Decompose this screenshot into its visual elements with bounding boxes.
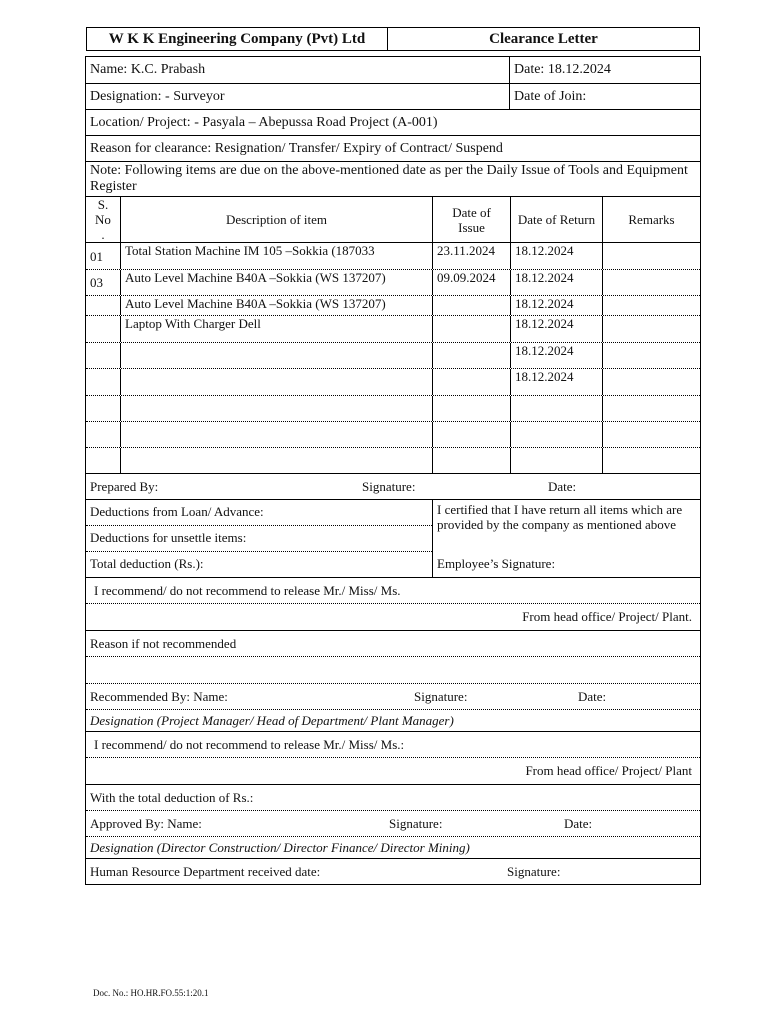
deduction-loan: Deductions from Loan/ Advance: [86, 500, 432, 526]
col-return-header: Date of Return [510, 197, 602, 242]
row-return-date: 18.12.2024 [510, 296, 602, 315]
recommend-from: From head office/ Project/ Plant. [522, 609, 692, 624]
approve-designation-row [86, 837, 700, 859]
hr-row [86, 859, 700, 884]
table-row [86, 369, 700, 396]
approved-date: Date: [564, 815, 593, 831]
approved-by-row [86, 811, 700, 837]
table-row [86, 396, 700, 422]
document-number: Doc. No.: HO.HR.FO.55:1:20.1 [93, 988, 209, 998]
row-remarks [602, 270, 700, 295]
employee-certification: I certified that I have return all items which are provided by the company as mentioned above [437, 502, 683, 532]
recommend-statement: I recommend/ do not recommend to release Mr./ Miss/ Ms. [94, 582, 401, 598]
row-issue-date [432, 369, 510, 395]
approve-total-deduction: With the total deduction of Rs.: [90, 789, 254, 805]
clearance-reason: Reason for clearance: Resignation/ Transfer/ Expiry of Contract/ Suspend [90, 140, 503, 156]
row-return-date [510, 396, 602, 421]
row-remarks [602, 296, 700, 315]
table-row [86, 343, 700, 369]
reason-not-recommended: Reason if not recommended [90, 635, 237, 651]
approve-designation: Designation (Director Construction/ Director Finance/ Director Mining) [90, 839, 470, 855]
row-description [120, 448, 432, 473]
prepared-row [86, 474, 700, 500]
table-row [86, 422, 700, 448]
table-row [86, 316, 700, 343]
col-issue-header: Date of Issue [432, 197, 510, 242]
deduction-unsettled: Deductions for unsettle items: [86, 526, 432, 552]
deductions-left [86, 500, 432, 578]
location-row [86, 110, 700, 136]
row-issue-date [432, 316, 510, 342]
designation-row [86, 84, 700, 110]
col-remarks-header: Remarks [602, 197, 700, 242]
approve-statement: I recommend/ do not recommend to release Mr./ Miss/ Ms.: [94, 736, 405, 752]
deductions-right [432, 500, 700, 578]
clearance-date: Date: 18.12.2024 [509, 57, 700, 83]
row-sno: 01 [90, 249, 103, 264]
deductions-block [86, 500, 700, 578]
prepared-by: Prepared By: [90, 478, 159, 494]
recommended-date: Date: [578, 688, 607, 704]
employee-name: Name: K.C. Prabash [90, 62, 206, 77]
items-table-header [86, 197, 700, 243]
row-remarks [602, 316, 700, 342]
hr-received-date: Human Resource Department received date: [90, 863, 321, 879]
recommend-from-row [86, 604, 700, 631]
note-row [86, 162, 700, 197]
row-issue-date: 09.09.2024 [432, 270, 510, 295]
row-issue-date [432, 422, 510, 447]
hr-signature: Signature: [507, 863, 561, 879]
row-description [120, 343, 432, 368]
register-note: Note: Following items are due on the above-mentioned date as per the Daily Issue of Tools and Equipment Register [90, 163, 688, 194]
row-sno: 03 [90, 275, 103, 290]
document-title: Clearance Letter [489, 30, 598, 47]
col-sno-header: S. No . [95, 197, 111, 242]
company-name: W K K Engineering Company (Pvt) Ltd [87, 28, 388, 50]
reason-row [86, 136, 700, 162]
approve-from: From head office/ Project/ Plant [525, 763, 692, 778]
clearance-form [85, 56, 701, 885]
row-remarks [602, 343, 700, 368]
prepared-signature: Signature: [362, 478, 416, 494]
reason-blank-row [86, 657, 700, 684]
row-description [120, 369, 432, 395]
row-description: Total Station Machine IM 105 –Sokkia (187033 [120, 243, 432, 269]
location-project: Location/ Project: - Pasyala – Abepussa Road Project (A-001) [90, 114, 438, 130]
prepared-date: Date: [548, 478, 577, 494]
row-return-date: 18.12.2024 [510, 343, 602, 368]
date-of-join: Date of Join: [509, 84, 700, 109]
row-return-date: 18.12.2024 [510, 316, 602, 342]
recommend-designation: Designation (Project Manager/ Head of Department/ Plant Manager) [90, 712, 454, 728]
row-sno [86, 396, 120, 421]
row-sno [86, 422, 120, 447]
table-row [86, 270, 700, 296]
approve-row [86, 732, 700, 758]
row-return-date: 18.12.2024 [510, 243, 602, 269]
row-return-date [510, 422, 602, 447]
recommended-by-name: Recommended By: Name: [90, 688, 228, 704]
deduction-total: Total deduction (Rs.): [90, 556, 204, 571]
row-description [120, 396, 432, 421]
table-row [86, 448, 700, 474]
row-issue-date [432, 396, 510, 421]
table-row [86, 296, 700, 316]
table-row [86, 243, 700, 270]
col-description-header: Description of item [120, 197, 432, 242]
row-sno [86, 316, 120, 342]
row-return-date: 18.12.2024 [510, 270, 602, 295]
row-remarks [602, 396, 700, 421]
row-issue-date [432, 448, 510, 473]
row-remarks [602, 448, 700, 473]
row-description: Laptop With Charger Dell [120, 316, 432, 342]
row-sno [86, 343, 120, 368]
employee-signature: Employee’s Signature: [437, 556, 556, 571]
row-sno [86, 448, 120, 473]
approved-signature: Signature: [389, 815, 443, 831]
row-sno [86, 296, 120, 315]
name-row [86, 57, 700, 84]
row-remarks [602, 243, 700, 269]
total-deduction-row [86, 785, 700, 811]
row-return-date [510, 448, 602, 473]
row-issue-date [432, 296, 510, 315]
recommend-row [86, 578, 700, 604]
approved-by-name: Approved By: Name: [90, 815, 202, 831]
row-sno [86, 369, 120, 395]
row-description: Auto Level Machine B40A –Sokkia (WS 137207) [120, 296, 432, 315]
employee-designation: Designation: - Surveyor [90, 88, 225, 104]
row-remarks [602, 369, 700, 395]
form-header [86, 27, 700, 51]
row-issue-date [432, 343, 510, 368]
recommended-by-row [86, 684, 700, 710]
recommend-designation-row [86, 710, 700, 732]
recommended-signature: Signature: [414, 688, 468, 704]
row-remarks [602, 422, 700, 447]
row-issue-date: 23.11.2024 [432, 243, 510, 269]
approve-from-row [86, 758, 700, 785]
row-return-date: 18.12.2024 [510, 369, 602, 395]
row-description: Auto Level Machine B40A –Sokkia (WS 137207) [120, 270, 432, 295]
reason-not-recommended-row [86, 631, 700, 657]
row-description [120, 422, 432, 447]
